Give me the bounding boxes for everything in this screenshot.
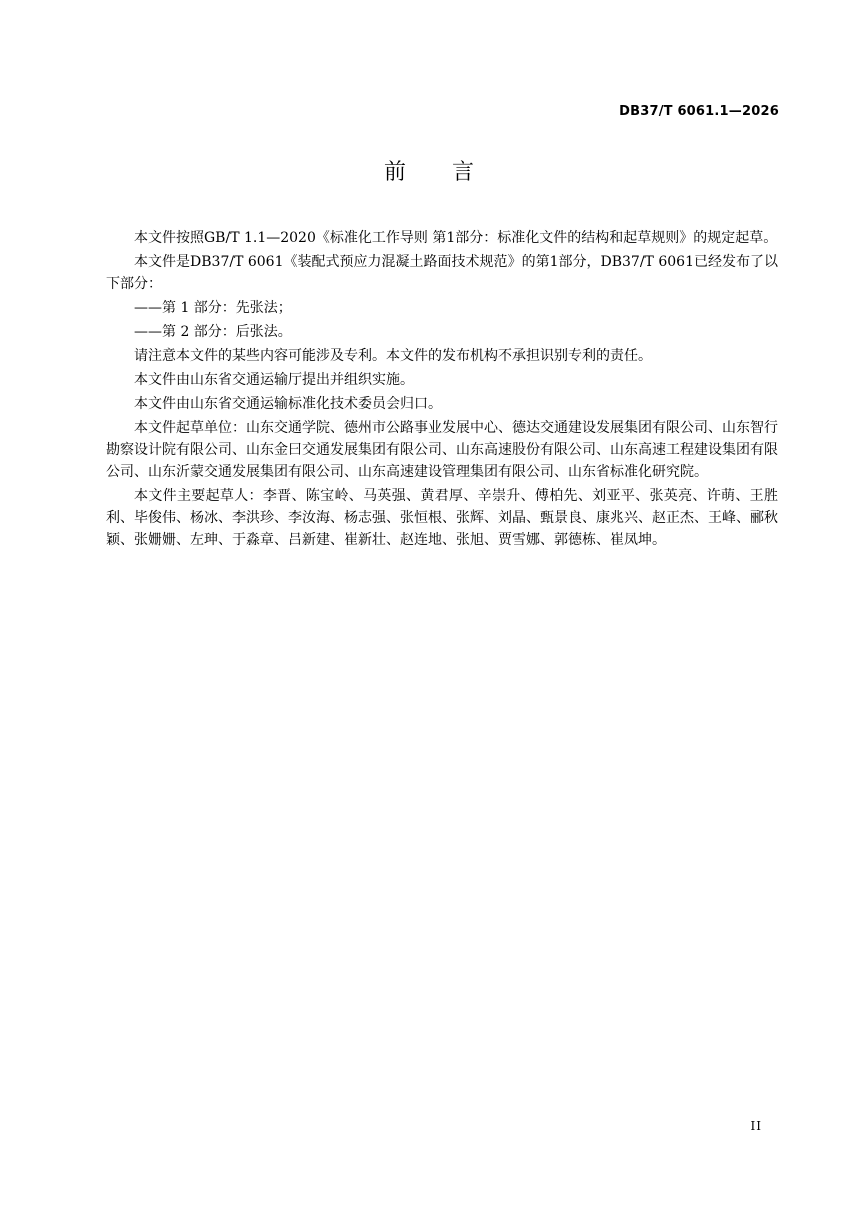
paragraph-proposer: 本文件由山东省交通运输厅提出并组织实施。 (134, 372, 414, 388)
paragraph-part-1: ——第 1 部分：先张法； (134, 300, 292, 316)
paragraph-technical-committee: 本文件由山东省交通运输标准化技术委员会归口。 (134, 396, 442, 412)
preface-body (106, 227, 778, 553)
paragraph-series-parts: 本文件是DB37/T 6061《装配式预应力混凝土路面技术规范》的第1部分，DB37/T 6061已经发布了以下部分： (106, 254, 778, 292)
title-char-1: 前 (383, 160, 408, 185)
paragraph-drafters: 本文件主要起草人：李晋、陈宝岭、马英强、黄君厚、辛崇升、傅柏先、刘亚平、张英亮、许萌、王胜利、毕俊伟、杨冰、李洪珍、李汝海、杨志强、张恒根、张辉、刘晶、甄景良、康兆兴、赵正杰、王峰、郦秋颖、张姗姗、左珅、于淼章、吕新建、崔新壮、赵连地、张旭、贾雪娜、郭德栋、崔凤坤。 (106, 488, 778, 548)
page-number: II (750, 1119, 762, 1133)
title-char-2: 言 (452, 160, 477, 185)
paragraph-drafting-units: 本文件起草单位：山东交通学院、德州市公路事业发展中心、德达交通建设发展集团有限公司、山东智行勘察设计院有限公司、山东金曰交通发展集团有限公司、山东高速股份有限公司、山东高速工程建设集团有限公司、山东沂蒙交通发展集团有限公司、山东高速建设管理集团有限公司、山东省标准化研究院。 (106, 420, 778, 480)
page-title (0, 155, 860, 186)
document-code: DB37/T 6061.1—2026 (619, 104, 779, 119)
paragraph-part-2: ——第 2 部分：后张法。 (134, 324, 292, 340)
paragraph-drafting-rules: 本文件按照GB/T 1.1—2020《标准化工作导则 第1部分：标准化文件的结构和起草规则》的规定起草。 (134, 230, 778, 246)
paragraph-patent-notice: 请注意本文件的某些内容可能涉及专利。本文件的发布机构不承担识别专利的责任。 (134, 348, 652, 364)
